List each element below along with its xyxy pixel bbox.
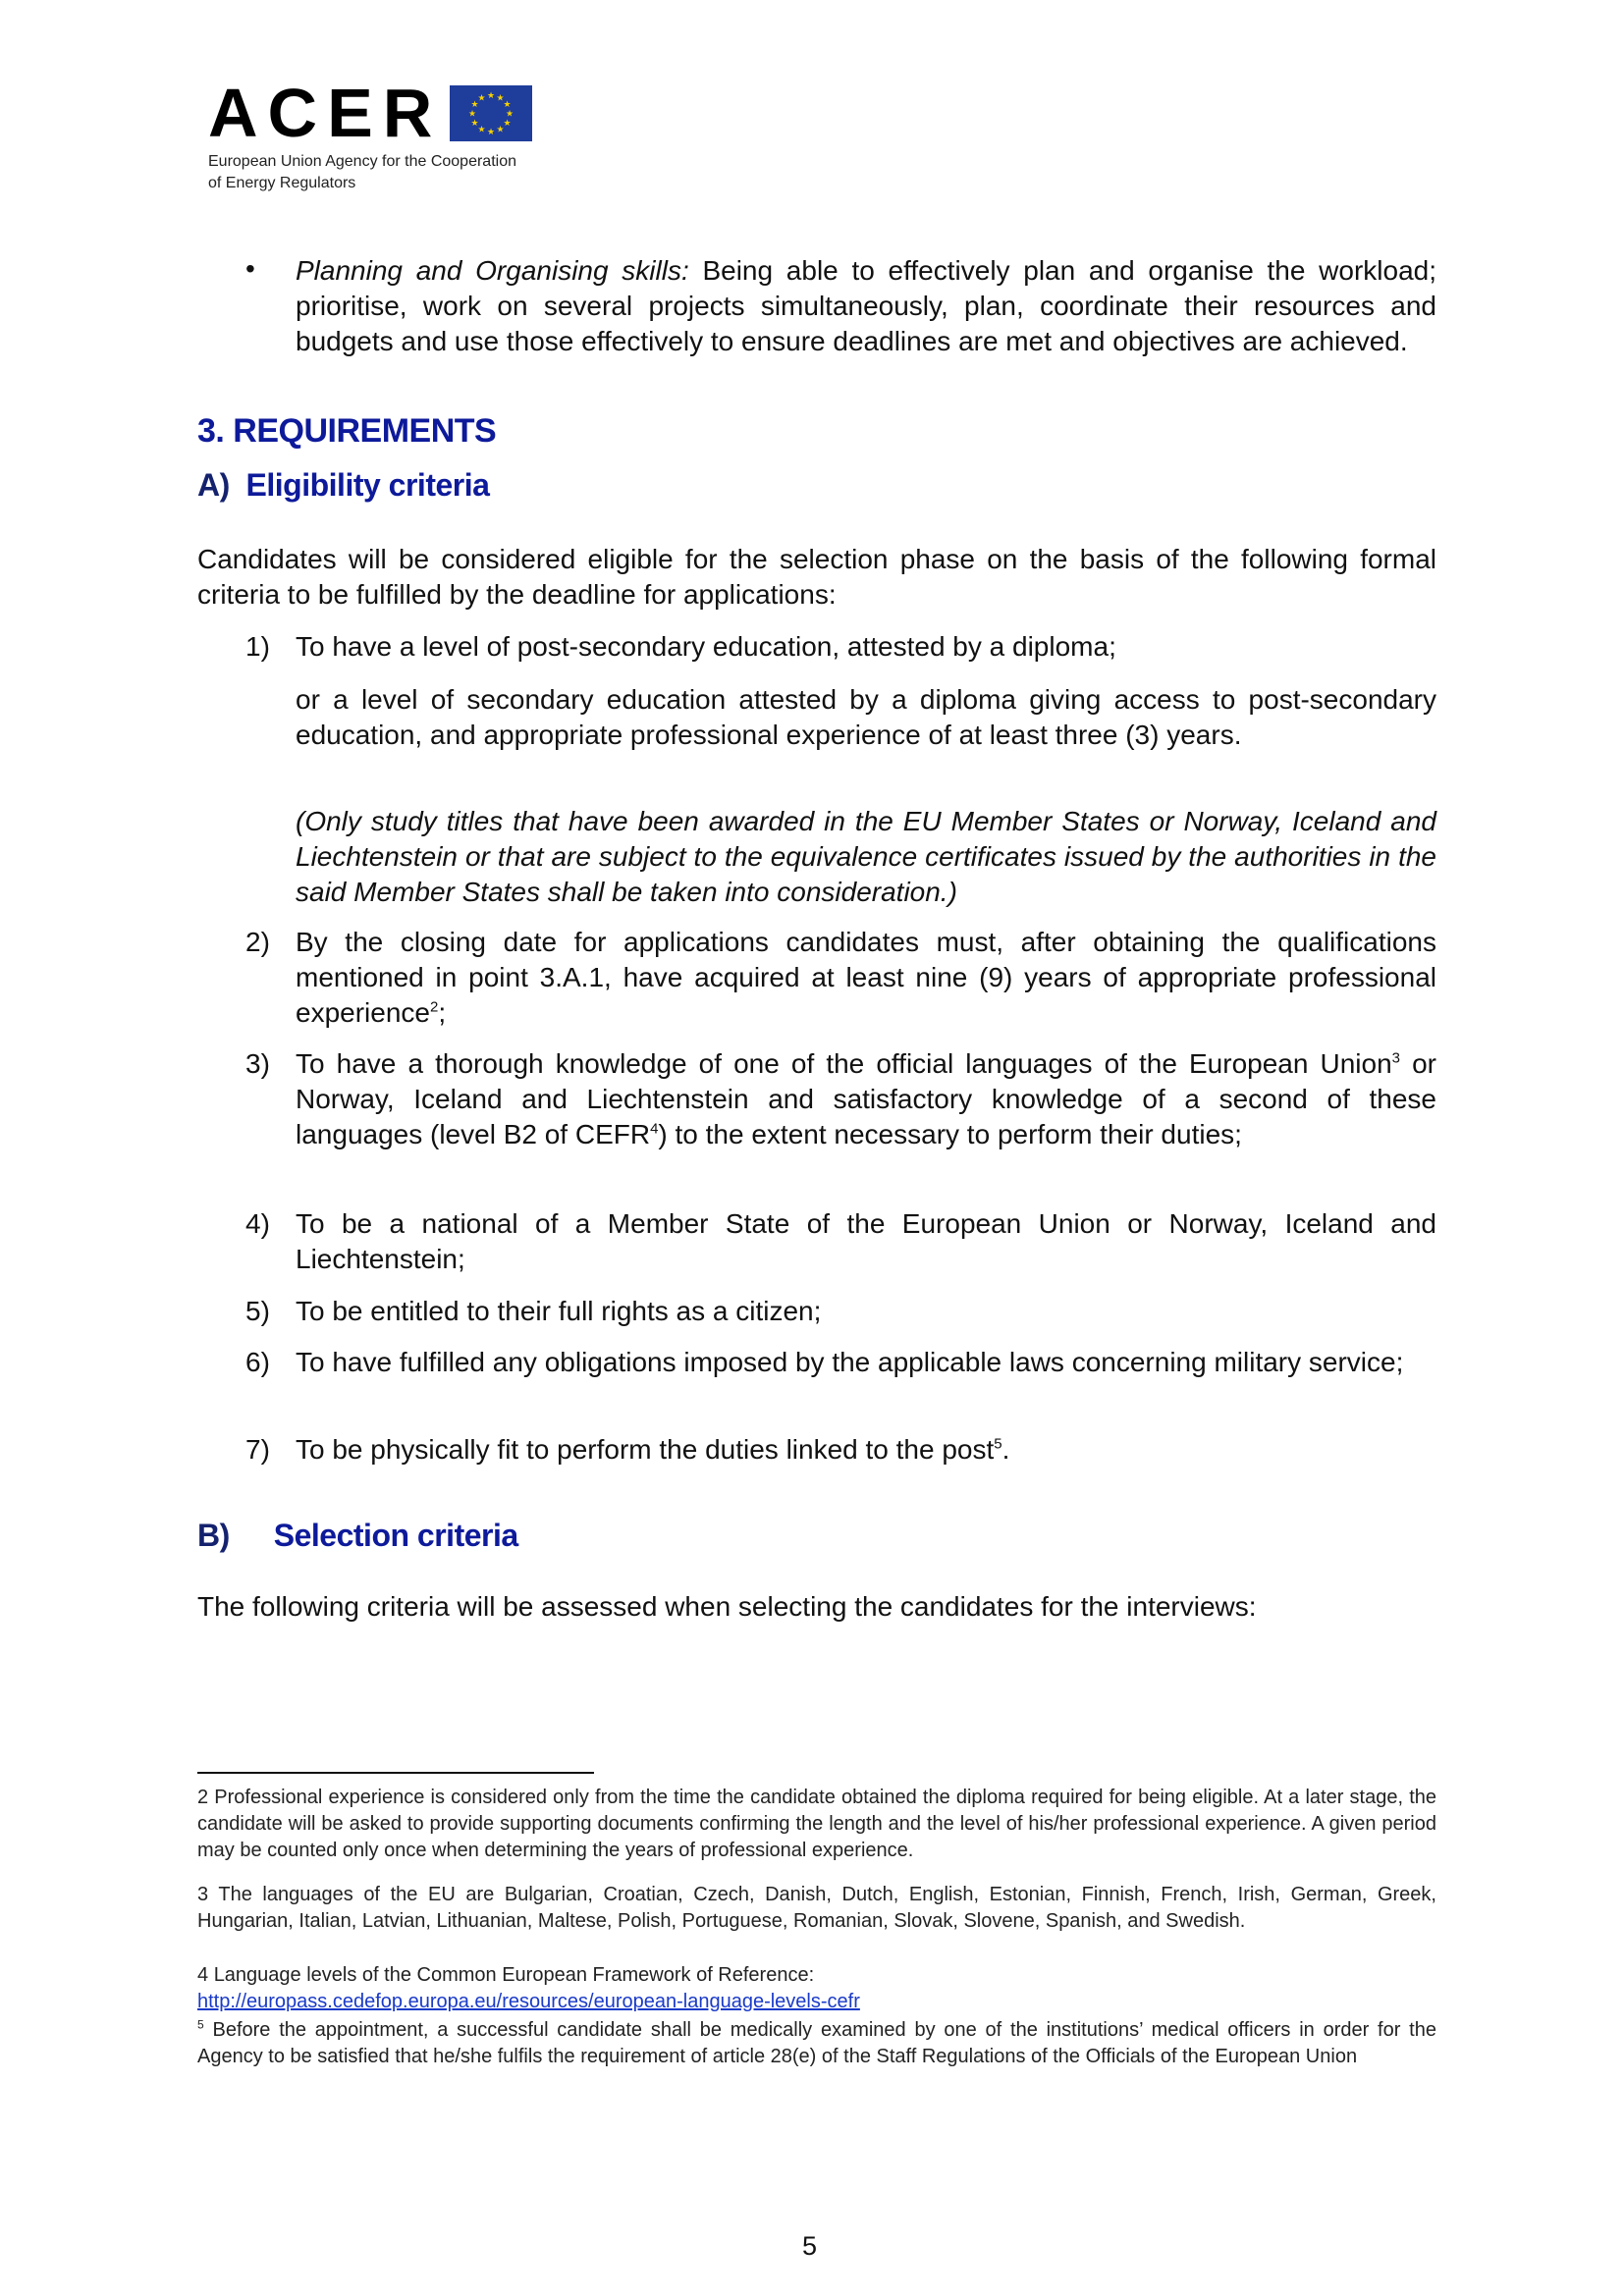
footnote-ref-4[interactable]: 4 [650, 1120, 659, 1138]
list-number: 2) [245, 927, 270, 957]
svg-text:★: ★ [506, 109, 514, 119]
svg-text:★: ★ [487, 127, 496, 137]
section-title: 3. REQUIREMENTS [197, 412, 497, 450]
eligibility-intro: Candidates will be considered eligible for the selection phase on the basis of the following formal criteria to be fulfilled by the deadline for applications: [197, 544, 1436, 610]
svg-text:★: ★ [470, 99, 479, 110]
criterion-3: To have a thorough knowledge of one of the official languages of the European Union$^3$ or Norway, Iceland and Liechtenstein and satisfactory knowledge of a second of these languages (level B2 of CEFR$^4$) to the extent necessary to perform their duties; [296, 1048, 1436, 1149]
list-number: 1) [245, 631, 270, 662]
criterion-7: To be physically fit to perform the duties linked to the post$^5$. [296, 1434, 1010, 1465]
eligibility-heading: A) Eligibility criteria [197, 467, 490, 503]
criterion-1-note: (Only study titles that have been awarded in the EU Member States or Norway, Iceland and Liechtenstein or that are subject to the equivalence certificates issued by the authorities in the said Member States shall be taken into consideration.) [296, 806, 1436, 907]
logo-subtitle: European Union Agency for the Cooperation of Energy Regulators [208, 153, 516, 191]
criterion-6: To have fulfilled any obligations imposed by the applicable laws concerning military service; [296, 1347, 1404, 1377]
svg-text:★: ★ [496, 125, 505, 134]
list-number: 6) [245, 1347, 270, 1377]
page-number: 5 [802, 2231, 818, 2261]
criterion-1: To have a level of post-secondary education, attested by a diploma; [296, 631, 1116, 662]
selection-heading: B) Selection criteria [197, 1518, 518, 1553]
cefr-link[interactable]: http://europass.cedefop.europa.eu/resources/european-language-levels-cefr [197, 1991, 860, 2012]
list-number: 3) [245, 1048, 270, 1079]
list-number: 5) [245, 1296, 270, 1326]
svg-text:★: ★ [503, 118, 512, 129]
svg-text:★: ★ [503, 99, 512, 110]
svg-text:★: ★ [468, 109, 477, 119]
bullet-icon: • [245, 253, 255, 284]
skill-description: Being able to effectively plan and organise the workload; prioritise, work on several projects simultaneously, plan, coordinate their resources and budgets and use those effectively to ensure deadlines are met and objectives are achieved. [296, 255, 1436, 356]
footnote-separator [197, 1772, 594, 1774]
footnote-ref-3[interactable]: 3 [1391, 1049, 1401, 1067]
logo-wordmark: ACER [208, 75, 443, 151]
svg-text:★: ★ [477, 93, 486, 103]
footnote-ref-2[interactable]: 2 [429, 998, 439, 1016]
footnote-ref-5[interactable]: 5 [994, 1435, 1002, 1453]
svg-text:★: ★ [477, 125, 486, 134]
criterion-2: By the closing date for applications candidates must, after obtaining the qualifications mentioned in point 3.A.1, have acquired at least nine (9) years of appropriate professional experience$^2$; [296, 927, 1436, 1028]
acer-logo [208, 75, 532, 194]
footnote-3: 3 The languages of the EU are Bulgarian, Croatian, Czech, Danish, Dutch, English, Estonian, Finnish, French, Irish, German, Greek, Hungarian, Italian, Latvian, Lithuanian, Maltese, Polish, Portuguese, Romanian, Slovak, Slovene, Spanish, and Swedish. [197, 1884, 1436, 1932]
selection-intro: The following criteria will be assessed when selecting the candidates for the interviews: [197, 1591, 1257, 1622]
eu-flag-icon [450, 85, 532, 141]
svg-text:★: ★ [496, 93, 505, 103]
list-number: 4) [245, 1208, 270, 1239]
footnote-5: $^5$ Before the appointment, a successful candidate shall be medically examined by one of the institutions’ medical officers in order for the Agency to be satisfied that he/she fulfils the requirement of article 28(e) of the Staff Regulations of the Officials of the European Union [197, 2017, 1436, 2067]
criterion-5: To be entitled to their full rights as a citizen; [296, 1296, 822, 1326]
list-number: 7) [245, 1434, 270, 1465]
footnote-4: 4 Language levels of the Common European Framework of Reference: http://europass.cedefop.europa.eu/resources/european-language-levels-cefr [197, 1964, 860, 2012]
svg-text:★: ★ [470, 118, 479, 129]
criterion-1-alternative: or a level of secondary education attested by a diploma giving access to post-secondary education, and appropriate professional experience of at least three (3) years. [296, 684, 1436, 750]
footnote-2: 2 Professional experience is considered only from the time the candidate obtained the diploma required for being eligible. At a later stage, the candidate will be asked to provide supporting documents confirming the length and the level of his/her professional experience. A given period may be counted only once when determining the years of professional experience. [197, 1787, 1436, 1861]
planning-skills-paragraph [296, 253, 1436, 359]
criterion-4: To be a national of a Member State of the European Union or Norway, Iceland and Liechtenstein; [296, 1208, 1436, 1274]
svg-text:★: ★ [487, 90, 496, 101]
skill-label: Planning and Organising skills: [296, 255, 689, 286]
